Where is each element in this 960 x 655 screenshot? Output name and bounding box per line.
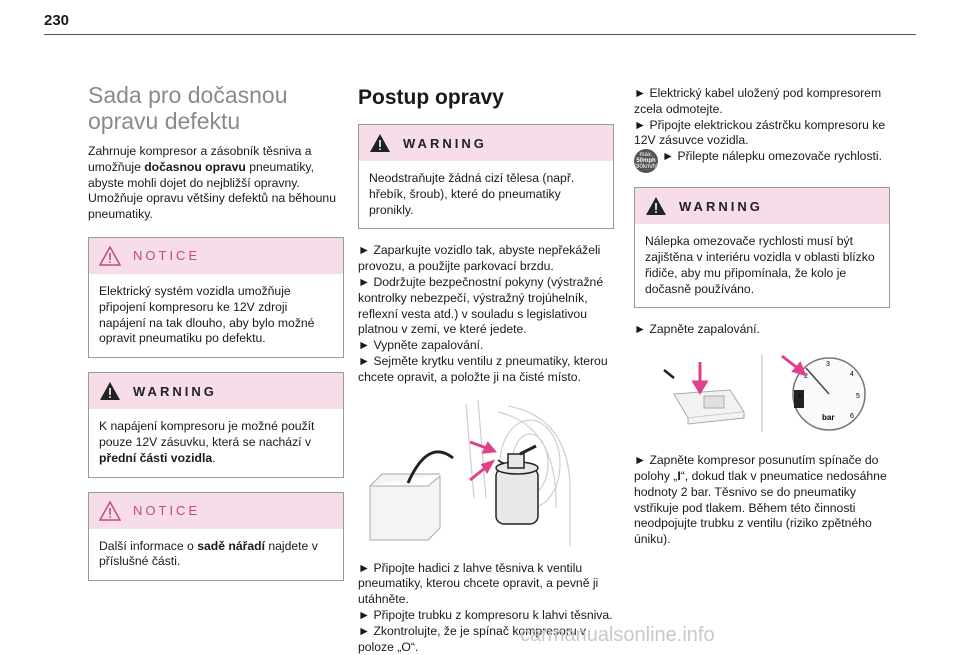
warning-triangle-icon — [369, 133, 391, 153]
column-procedure-continued — [634, 82, 890, 548]
column-procedure — [358, 82, 614, 655]
step-unwind-cable: ► Elektrický kabel uložený pod kompresorem zcela odmotejte. — [634, 86, 882, 116]
header-rule — [44, 34, 916, 35]
intro-paragraph: Zahrnuje kompresor a zásobník těsniva a umožňuje dočasnou opravu pneumatiky, abyste mohli dojet do nejbližší opravny. Umožňuje opravu většiny defektů na běhounu pneumatiky. — [88, 144, 336, 222]
step-connect-tube: ► Připojte trubku z kompresoru k lahvi těsniva. — [358, 607, 613, 622]
gauge-tick: 1 — [798, 393, 802, 401]
step-ignition-on: ► Zapněte zapalování. — [634, 322, 760, 337]
page-number: 230 — [44, 12, 70, 29]
watermark: carmanualsonline.info — [520, 624, 715, 646]
warning-triangle-icon — [645, 196, 667, 216]
notice-triangle-icon — [99, 246, 121, 266]
step-safety: ► Dodržujte bezpečnostní pokyny (výstražné kontrolky nebezpečí, výstražný trojúhelník, reflexní vesta atd.) v souladu s legislativou platnou v zemi, ve které jedete. — [358, 274, 604, 337]
gauge-tick: 6 — [850, 413, 854, 421]
warning-box-socket — [88, 372, 344, 477]
notice-triangle-icon — [99, 501, 121, 521]
notice-label: NOTICE — [133, 248, 201, 264]
procedure-title: Postup opravy — [358, 86, 504, 109]
gauge-tick: 2 — [804, 373, 808, 381]
notice-label: NOTICE — [133, 503, 201, 519]
warning-label: WARNING — [133, 383, 217, 399]
warning-text: Neodstraňujte žádná cizí tělesa (např. hřebík, šroub), které do pneumatiky pronikly. — [369, 171, 575, 217]
section-title: Sada pro dočasnou opravu defektu — [88, 82, 288, 134]
step-start-compressor: ► Zapněte kompresor posunutím spínače do polohy „I“, dokud tlak v pneumatice nedosáhne hodnoty 2 bar. Těsnivo se do pneumatiky vstřikuje pod tlakem. Během této činnosti neodpojujte trubku z ventilu (riziko zpětného úniku). — [634, 453, 887, 547]
gauge-tick: 5 — [856, 393, 860, 401]
gauge-tick: 3 — [826, 361, 830, 369]
step-connect-hose: ► Připojte hadici z lahve těsniva k ventilu pneumatiky, kterou chcete opravit, a pevně ji utáhněte. — [358, 560, 599, 607]
step-sticker-text: ► Přilepte nálepku omezovače rychlosti. — [662, 149, 883, 164]
gauge-unit: bar — [822, 413, 835, 423]
gauge-tick: 4 — [850, 371, 854, 379]
step-check-switch: ► Zkontrolujte, že je spínač kompresoru v poloze „O“. — [358, 623, 587, 654]
step-plug-in: ► Připojte elektrickou zástrčku kompresoru ke 12V zásuvce vozidla. — [634, 117, 886, 148]
notice-box-power — [88, 237, 344, 358]
notice-text: Další informace o sadě nářadí najdete v příslušné části. — [99, 538, 318, 569]
pressure-gauge — [793, 358, 865, 430]
step-park: ► Zaparkujte vozidlo tak, abyste nepřekáželi provozu, a použijte parkovací brzdu. — [358, 243, 601, 274]
notice-box-tools — [88, 492, 344, 582]
sticker-step — [634, 149, 890, 173]
compressor-connection-illustration — [358, 398, 588, 546]
switch-and-gauge-illustration — [634, 352, 874, 434]
warning-label: WARNING — [679, 198, 763, 214]
column-intro — [88, 82, 344, 595]
warning-label: WARNING — [403, 135, 487, 151]
notice-text: Elektrický systém vozidla umožňuje připojení kompresoru ke 12V zdroji napájení na tak dlouho, aby bylo možné opravit pneumatiku po defektu. — [99, 283, 315, 346]
warning-box-sticker — [634, 187, 890, 308]
step-valve-cap: ► Sejměte krytku ventilu z pneumatiky, kterou chcete opravit, a položte ji na čisté místo. — [358, 353, 608, 384]
step-ignition-off: ► Vypněte zapalování. — [358, 338, 484, 353]
warning-text: K napájení kompresoru je možné použít pouze 12V zásuvku, která se nachází v přední části vozidla. — [99, 419, 315, 465]
warning-text: Nálepka omezovače rychlosti musí být zajištěna v interiéru vozidla v oblasti blízko řidiče, aby mu připomínala, že kolo je dočasně používáno. — [645, 234, 875, 296]
speed-limit-sticker-icon: max. 50mph (80km/h) — [634, 149, 658, 173]
warning-triangle-icon — [99, 381, 121, 401]
warning-box-foreign-objects — [358, 124, 614, 229]
